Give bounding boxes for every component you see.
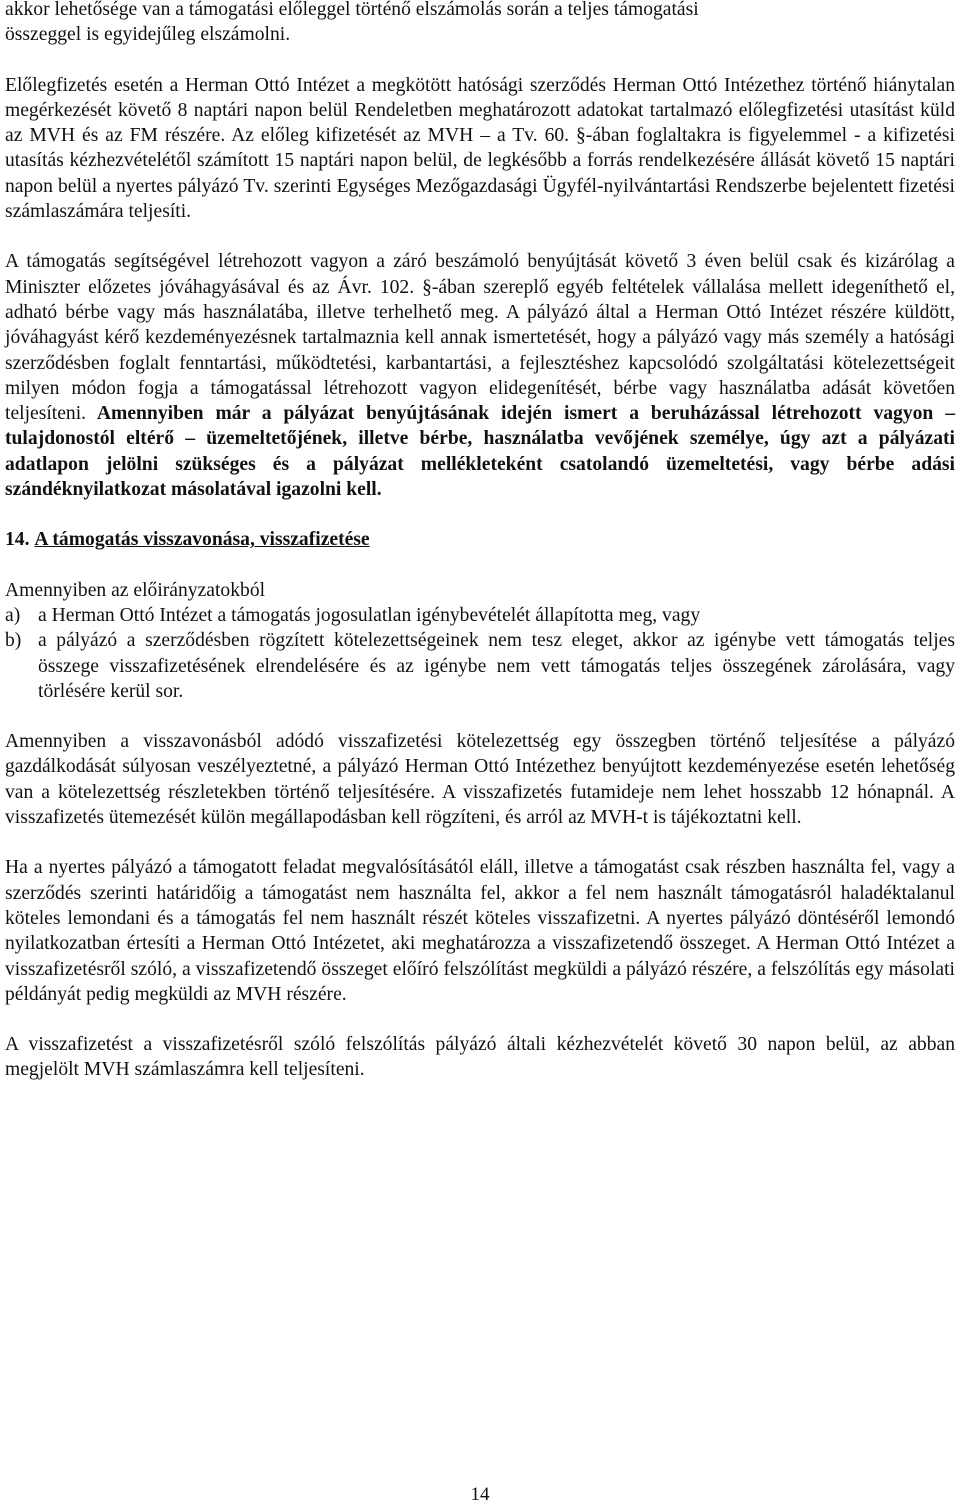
paragraph-intro: Amennyiben az előirányzatokból [5,579,266,601]
list-marker: a) [5,604,21,626]
section-heading [5,527,955,552]
section-title: A támogatás visszavonása, visszafizetése [34,529,370,551]
document-body [5,0,955,1083]
section-number: 14. [5,529,30,551]
paragraph-repayment-deadline: A visszafizetést a visszafizetésről szóló felszólítás pályázó általi kézhezvételét követő 30 napon belül, az abban megjelölt MVH számlaszámra kell teljesíteni. [5,1034,955,1081]
paragraph-line: akkor lehetősége van a támogatási előleggel történő elszámolás során a teljes támogatási [5,0,699,20]
paragraph-asset-restrictions [5,249,955,502]
paragraph-line: összeggel is egyidejűleg elszámolni. [5,24,291,46]
paragraph-continued [5,0,955,48]
list-text: a Herman Ottó Intézet a támogatás jogosulatlan igénybevételét állapította meg, vagy [38,604,701,626]
paragraph-withdrawal: Ha a nyertes pályázó a támogatott feladat megvalósításától eláll, illetve a támogatást csak részben használta fel, vagy a szerződés szerinti határidőig a támogatást nem használta fel, akkor a fel nem használt támogatásról haladéktalanul köteles lemondani és a támogatás fel nem használt részét köteles visszafizetni. A nyertes pályázó döntéséről lemondó nyilatkozatban értesíti a Herman Ottó Intézetet, aki meghatározza a visszafizetendő összeget. A Herman Ottó Intézet a visszafizetésről szóló, a visszafizetendő összeget előíró felszólítást megküldi a pályázó részére, a felszólítás egy másolati példányát pedig megküldi az MVH részére. [5,857,955,1005]
paragraph-text: §-ában foglaltakra is figyelemmel - a kifizetési utasítás kézhezvételétől számított 15 naptári napon belül, de legkésőbb a forrás rendelkezésére állását követő 15 naptári napon belül a nyertes pályázó Tv. szerinti Egységes Mezőgazdasági Ügyfél-nyilvántartási Rendszerbe bejelentett fizetési számlaszámára teljesíti. [5,125,955,223]
list-item [5,603,955,628]
list-text: a pályázó a szerződésben rögzített kötelezettségeinek nem tesz eleget, akkor az igénybe vett támogatás teljes összege visszafizetésének elrendelésére és az igénybe nem vett támogatás teljes összegének zárolására, vagy törlésére kerül sor. [38,630,955,702]
list-item [5,628,955,704]
page-number: 14 [470,1484,490,1505]
paragraph-text: Előlegfizetés esetén a Herman Ottó Intézet a megkötött hatósági szerződés Herman Ottó Intézethez történő hiánytalan megérkezését követő 8 naptári napon belül Rendeletben meghatározott adatokat tartalmazó előlegfizetési utasítást küld az MVH és az FM részére. Az előleg kifizetését az MVH – a Tv. 60. [5,74,955,147]
paragraph-installments: Amennyiben a visszavonásból adódó visszafizetési kötelezettség egy összegben történő teljesítése a pályázó gazdálkodását súlyosan veszélyeztetné, a pályázó Herman Ottó Intézethez benyújtott kezdeményezése esetén lehetőség van a kötelezettség részletekben történő teljesítésére. A visszafizetés futamideje nem lehet hosszabb 12 hónapnál. A visszafizetés ütemezését külön megállapodásban kell rögzíteni, és arról az MVH-t is tájékoztatni kell. [5,731,955,829]
paragraph-text: A támogatás segítségével létrehozott vagyon a záró beszámoló benyújtását követő 3 éven belül csak és kizárólag a Miniszter előzetes jóváhagyásával és az Ávr. 102. §-ában szereplő egyéb feltételek vállalása mellett idegeníthető el, adható bérbe vagy más használatába, illetve terhelhető meg. A pályázó által a Herman Ottó Intézet részére küldött, jóváhagyást kérő kezdeményezésnek tartalmaznia kell annak ismertetését, hogy a pályázó vagy más személy a hatósági szerződésben foglalt fenntartási, működtetési, karbantartási, a fejlesztéshez kapcsolódó szolgáltatási kötelezettségeit milyen módon fogja a támogatással létrehozott vagyon elidegenítését, bérbe vagy használatba adását követően teljesíteni. [5,251,955,425]
paragraph-bold-text: Amennyiben már a pályázat benyújtásának idején ismert a beruházással létrehozott vagyon – tulajdonostól eltérő – üzemeltetőjének, illetve bérbe, használatba vevőjének személye, úgy azt a pályázati adatlapon jelölni szükséges és a pályázat mellékleteként csatolandó üzemeltetési, vagy bérbe adási szándéknyilatkozat másolatával igazolni kell. [5,403,955,501]
paragraph-advance-payment [5,73,955,225]
list-marker: b) [5,630,22,652]
